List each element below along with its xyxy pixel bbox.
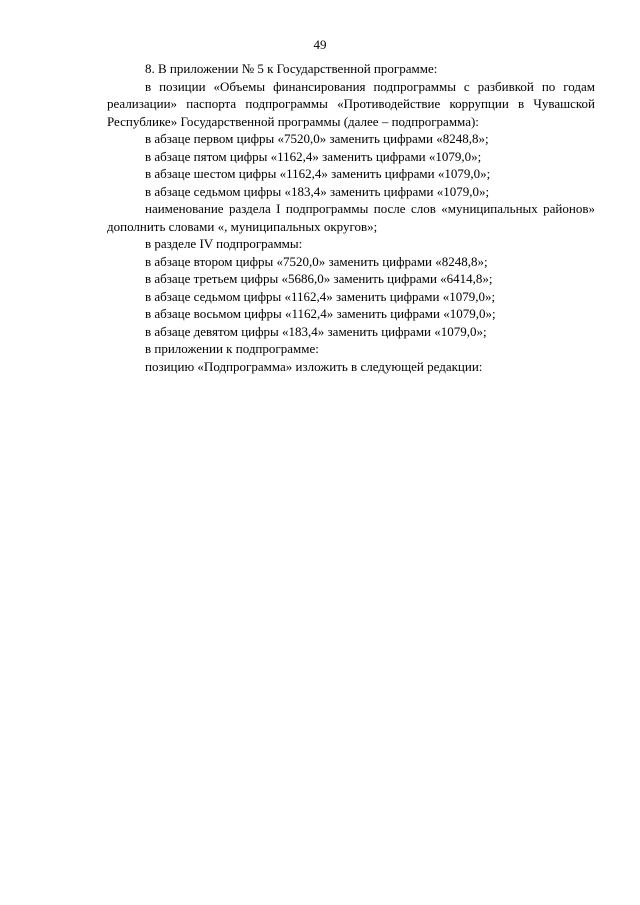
paragraph-abzac-1: в абзаце первом цифры «7520,0» заменить цифрами «8248,8»;: [145, 131, 489, 146]
paragraph-section-4-abzac-3: в абзаце третьем цифры «5686,0» заменить цифрами «6414,8»;: [145, 271, 493, 286]
paragraph-section-4-abzac-9: в абзаце девятом цифры «183,4» заменить цифрами «1079,0»;: [145, 323, 487, 339]
paragraph-section-4-abzac-2: в абзаце втором цифры «7520,0» заменить цифрами «8248,8»;: [145, 253, 488, 269]
paragraph-position-subprogram: позицию «Подпрограмма» изложить в следующей редакции:: [145, 358, 483, 374]
document-body: [107, 60, 595, 375]
paragraph-item-8-heading: 8. В приложении № 5 к Государственной программе:: [145, 61, 438, 76]
paragraph-section-4-abzac-7: в абзаце седьмом цифры «1162,4» заменить цифрами «1079,0»;: [145, 288, 496, 304]
paragraph-section-4: в разделе IV подпрограммы:: [145, 236, 303, 251]
paragraph-abzac-7: в абзаце седьмом цифры «183,4» заменить цифрами «1079,0»;: [145, 183, 490, 199]
paragraph-funding-position: в позиции «Объемы финансирования подпрограммы с разбивкой по годам реализации» паспорта подпрограммы «Противодействие коррупции в Чувашской Республике» Государственной программы (далее – подпрограмма):: [107, 78, 595, 129]
paragraph-appendix: в приложении к подпрограмме:: [145, 341, 319, 356]
paragraph-abzac-5: в абзаце пятом цифры «1162,4» заменить цифрами «1079,0»;: [145, 148, 482, 164]
page-number: 49: [313, 37, 327, 52]
paragraph-section-1-title: наименование раздела I подпрограммы после слов «муниципальных районов» дополнить словами «, муниципальных округов»;: [107, 201, 595, 234]
paragraph-abzac-6: в абзаце шестом цифры «1162,4» заменить цифрами «1079,0»;: [145, 166, 491, 181]
paragraph-section-4-abzac-8: в абзаце восьмом цифры «1162,4» заменить цифрами «1079,0»;: [145, 306, 496, 321]
